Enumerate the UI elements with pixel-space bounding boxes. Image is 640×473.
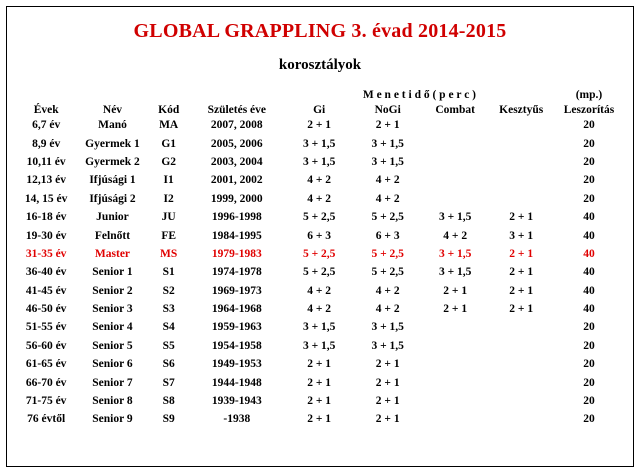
cell-code: S7: [162, 376, 175, 389]
cell-birth: 1939-1943: [211, 395, 262, 408]
cell-birth: 2005, 2006: [210, 137, 263, 150]
column-header-birth-year: Születés éve: [207, 104, 267, 116]
cell-gloves: [488, 337, 554, 355]
cell-nogi: 3 + 1,5: [371, 155, 404, 168]
cell-code: MA: [159, 119, 179, 132]
cell-birth: 1949-1953: [211, 358, 262, 371]
table-row: [16, 153, 624, 171]
cell-combat: [422, 190, 488, 208]
cell-combat: [422, 134, 488, 152]
cell-gloves: [488, 392, 554, 410]
cell-pin: 20: [583, 119, 595, 132]
table-row: [16, 226, 624, 244]
cell-code: MS: [160, 247, 178, 260]
cell-gi: 4 + 2: [307, 174, 332, 187]
cell-gi: 2 + 1: [307, 376, 332, 389]
cell-code: S2: [162, 284, 175, 297]
cell-birth: 1979-1983: [211, 247, 262, 260]
cell-pin: 40: [583, 284, 595, 297]
cell-years: 36-40 év: [25, 266, 67, 279]
cell-birth: 1996-1998: [211, 211, 262, 224]
cell-name: Ifjúsági 1: [89, 174, 136, 187]
cell-pin: 40: [583, 229, 595, 242]
cell-name: Senior 8: [92, 395, 133, 408]
cell-birth: 1974-1978: [211, 266, 262, 279]
cell-birth: 1944-1948: [211, 376, 262, 389]
cell-years: 61-65 év: [25, 358, 67, 371]
cell-nogi: 3 + 1,5: [371, 137, 404, 150]
column-header-gloves: Kesztyűs: [499, 104, 544, 116]
cell-gloves: [488, 153, 554, 171]
cell-birth: 1969-1973: [211, 284, 262, 297]
table-row: [16, 263, 624, 281]
cell-pin: 20: [583, 358, 595, 371]
cell-years: 46-50 év: [25, 303, 67, 316]
cell-code: JU: [161, 211, 176, 224]
cell-code: S3: [162, 303, 175, 316]
table-header-row: [16, 104, 624, 116]
group-header-unit: (mp.): [575, 89, 603, 101]
cell-years: 6,7 év: [32, 119, 61, 132]
cell-pin: 20: [583, 174, 595, 187]
column-header-code: Kód: [158, 104, 180, 116]
table-row: [16, 171, 624, 189]
table-row: [16, 392, 624, 410]
cell-name: Senior 2: [92, 284, 133, 297]
cell-gi: 3 + 1,5: [302, 137, 336, 150]
cell-combat: [422, 392, 488, 410]
table-row: [16, 410, 624, 428]
cell-nogi: 3 + 1,5: [371, 321, 404, 334]
table-group-header-row: [16, 86, 624, 104]
cell-gi: 4 + 2: [307, 303, 332, 316]
cell-combat: 3 + 1,5: [438, 247, 472, 260]
page-title: GLOBAL GRAPPLING 3. évad 2014-2015: [133, 20, 507, 42]
cell-code: S4: [162, 321, 175, 334]
cell-nogi: 5 + 2,5: [371, 266, 404, 279]
cell-gi: 2 + 1: [307, 358, 332, 371]
cell-gi: 5 + 2,5: [302, 266, 336, 279]
cell-gloves: [488, 373, 554, 391]
cell-years: 56-60 év: [25, 339, 67, 352]
cell-name: Senior 4: [92, 321, 133, 334]
cell-birth: 2007, 2008: [210, 119, 263, 132]
cell-nogi: 2 + 1: [375, 376, 400, 389]
cell-years: 16-18 év: [25, 211, 67, 224]
cell-gloves: 2 + 1: [509, 266, 534, 279]
age-categories-table: [16, 84, 624, 429]
cell-gi: 2 + 1: [307, 119, 332, 132]
cell-nogi: 5 + 2,5: [371, 211, 404, 224]
cell-years: 10,11 év: [26, 155, 66, 168]
cell-nogi: 4 + 2: [375, 284, 400, 297]
cell-gi: 3 + 1,5: [302, 321, 336, 334]
table-row: [16, 208, 624, 226]
cell-combat: [422, 171, 488, 189]
group-header-menetido: M e n e t i d ő ( p e r c ): [362, 89, 477, 101]
cell-name: Senior 7: [92, 376, 133, 389]
cell-code: S1: [162, 266, 175, 279]
cell-years: 31-35 év: [25, 247, 67, 260]
cell-combat: [422, 318, 488, 336]
cell-name: Manó: [98, 119, 127, 132]
cell-gi: 6 + 3: [307, 229, 332, 242]
cell-combat: 4 + 2: [443, 229, 468, 242]
cell-pin: 20: [583, 155, 595, 168]
cell-code: FE: [161, 229, 177, 242]
cell-birth: 1959-1963: [211, 321, 262, 334]
cell-pin: 20: [583, 137, 595, 150]
cell-birth: 1964-1968: [211, 303, 262, 316]
cell-years: 14, 15 év: [24, 192, 68, 205]
cell-code: S6: [162, 358, 175, 371]
cell-gi: 4 + 2: [307, 192, 332, 205]
table-body: [16, 84, 624, 429]
cell-years: 8,9 év: [32, 137, 61, 150]
cell-gloves: [488, 410, 554, 428]
cell-combat: 3 + 1,5: [438, 266, 472, 279]
cell-pin: 20: [583, 376, 595, 389]
cell-years: 12,13 év: [26, 174, 66, 187]
table-row: [16, 190, 624, 208]
cell-name: Senior 9: [92, 413, 133, 426]
table-row: [16, 116, 624, 134]
table-row: [16, 300, 624, 318]
cell-code: I1: [163, 174, 174, 187]
cell-combat: [422, 410, 488, 428]
cell-gi: 4 + 2: [307, 284, 332, 297]
cell-combat: [422, 355, 488, 373]
cell-nogi: 4 + 2: [375, 303, 400, 316]
cell-code: S5: [162, 339, 175, 352]
cell-name: Senior 5: [92, 339, 133, 352]
cell-code: S9: [162, 413, 175, 426]
table-row: [16, 355, 624, 373]
cell-name: Gyermek 1: [85, 137, 140, 150]
cell-nogi: 3 + 1,5: [371, 339, 404, 352]
cell-years: 76 évtől: [27, 413, 66, 426]
cell-name: Senior 3: [92, 303, 133, 316]
cell-combat: 2 + 1: [443, 303, 468, 316]
cell-name: Felnőtt: [94, 229, 131, 242]
column-header-nogi: NoGi: [374, 104, 401, 116]
table-row: [16, 337, 624, 355]
column-header-gi: Gi: [313, 104, 326, 116]
cell-pin: 20: [583, 192, 595, 205]
column-header-years: Évek: [33, 104, 59, 116]
cell-gloves: 2 + 1: [509, 211, 534, 224]
cell-gi: 5 + 2,5: [302, 211, 336, 224]
cell-pin: 20: [583, 395, 595, 408]
cell-combat: [422, 153, 488, 171]
cell-nogi: 5 + 2,5: [371, 247, 404, 260]
cell-pin: 40: [583, 247, 595, 260]
cell-name: Master: [94, 247, 131, 260]
cell-gloves: [488, 318, 554, 336]
cell-code: G2: [161, 155, 177, 168]
cell-pin: 40: [583, 266, 595, 279]
cell-years: 41-45 év: [25, 284, 67, 297]
cell-gloves: [488, 116, 554, 134]
table-row: [16, 373, 624, 391]
column-header-pin: Leszorítás: [563, 104, 615, 116]
cell-gloves: 2 + 1: [509, 284, 534, 297]
column-header-combat: Combat: [435, 104, 475, 116]
cell-combat: [422, 373, 488, 391]
column-header-name: Név: [102, 104, 123, 116]
table-row: [16, 318, 624, 336]
cell-nogi: 2 + 1: [375, 119, 400, 132]
cell-gi: 3 + 1,5: [302, 339, 336, 352]
cell-nogi: 2 + 1: [375, 413, 400, 426]
cell-name: Gyermek 2: [85, 155, 140, 168]
cell-gi: 5 + 2,5: [302, 247, 336, 260]
cell-years: 66-70 év: [25, 376, 67, 389]
cell-gloves: [488, 190, 554, 208]
cell-gi: 2 + 1: [307, 395, 332, 408]
cell-name: Senior 6: [92, 358, 133, 371]
cell-nogi: 2 + 1: [375, 395, 400, 408]
cell-combat: [422, 337, 488, 355]
cell-birth: -1938: [223, 413, 251, 426]
cell-code: S8: [162, 395, 175, 408]
cell-combat: 3 + 1,5: [438, 211, 472, 224]
cell-birth: 1999, 2000: [210, 192, 263, 205]
cell-gloves: [488, 171, 554, 189]
cell-combat: [422, 116, 488, 134]
cell-code: G1: [161, 137, 177, 150]
cell-pin: 40: [583, 303, 595, 316]
cell-pin: 20: [583, 339, 595, 352]
cell-pin: 20: [583, 321, 595, 334]
cell-gloves: [488, 355, 554, 373]
cell-birth: 2003, 2004: [210, 155, 263, 168]
cell-nogi: 4 + 2: [375, 192, 400, 205]
cell-birth: 2001, 2002: [210, 174, 263, 187]
table-row: [16, 134, 624, 152]
cell-pin: 20: [583, 413, 595, 426]
cell-name: Senior 1: [92, 266, 133, 279]
cell-birth: 1984-1995: [211, 229, 262, 242]
cell-nogi: 2 + 1: [375, 358, 400, 371]
cell-birth: 1954-1958: [211, 339, 262, 352]
cell-gloves: 2 + 1: [509, 303, 534, 316]
cell-years: 19-30 év: [25, 229, 67, 242]
cell-name: Ifjúsági 2: [89, 192, 136, 205]
cell-nogi: 4 + 2: [375, 174, 400, 187]
cell-gloves: 3 + 1: [509, 229, 534, 242]
cell-gloves: 2 + 1: [509, 247, 534, 260]
cell-gloves: [488, 134, 554, 152]
cell-years: 51-55 év: [25, 321, 67, 334]
cell-nogi: 6 + 3: [375, 229, 400, 242]
cell-years: 71-75 év: [25, 395, 67, 408]
cell-gi: 3 + 1,5: [302, 155, 336, 168]
table-row: [16, 282, 624, 300]
cell-gi: 2 + 1: [307, 413, 332, 426]
cell-code: I2: [163, 192, 174, 205]
cell-combat: 2 + 1: [443, 284, 468, 297]
page-subtitle: korosztályok: [278, 57, 362, 73]
cell-pin: 40: [583, 211, 595, 224]
table-row-highlighted: [16, 245, 624, 263]
cell-name: Junior: [96, 211, 129, 224]
